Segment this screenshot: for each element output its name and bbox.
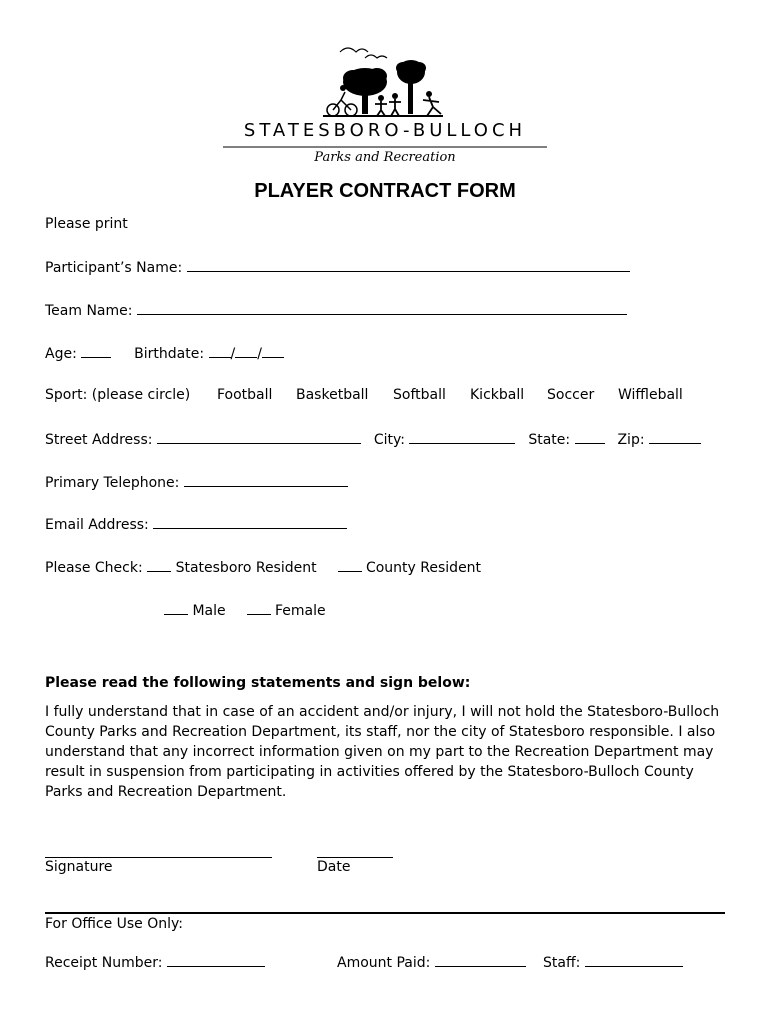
signature-field[interactable] xyxy=(45,848,272,858)
statement-body: I fully understand that in case of an accident and/or injury, I will not hold the Statesboro-Bulloch County Parks and Recreation Department, its staff, nor the city of Statesboro responsible. I also understand that any incorrect information given on my part to the Recreation Department may result in suspension from participating in activities offered by the Statesboro-Bulloch County Parks and Recreation Department. xyxy=(45,704,720,800)
statesboro-resident-label: Statesboro Resident xyxy=(175,560,317,576)
participant-name-row xyxy=(45,259,630,276)
organization-logo xyxy=(215,40,555,172)
sport-option-soccer[interactable]: Soccer xyxy=(547,387,595,403)
primary-telephone-field[interactable] xyxy=(184,474,348,487)
staff-label: Staff: xyxy=(543,955,581,971)
birthdate-separator: / xyxy=(257,346,262,362)
residency-row xyxy=(45,559,481,576)
birth-month-field[interactable] xyxy=(209,345,231,358)
city-label: City: xyxy=(373,432,405,448)
email-address-field[interactable] xyxy=(153,516,347,529)
organization-subtitle: Parks and Recreation xyxy=(314,150,456,165)
state-label: State: xyxy=(528,432,571,448)
female-label: Female xyxy=(274,603,326,619)
zip-label: Zip: xyxy=(617,432,645,448)
organization-name: STATESBORO-BULLOCH xyxy=(243,120,527,141)
zip-field[interactable] xyxy=(649,431,701,444)
sport-option-wiffleball[interactable]: Wiffleball xyxy=(618,387,683,403)
age-field[interactable] xyxy=(81,345,111,358)
city-field[interactable] xyxy=(409,431,515,444)
gender-row xyxy=(164,602,326,619)
female-checkbox[interactable] xyxy=(247,602,271,615)
statement-heading: Please read the following statements and sign below: xyxy=(45,675,471,691)
address-row xyxy=(45,431,701,448)
date-label: Date xyxy=(317,859,351,875)
primary-telephone-label: Primary Telephone: xyxy=(45,475,180,491)
participant-name-field[interactable] xyxy=(187,259,630,272)
staff-row xyxy=(543,954,683,971)
office-use-heading: For Office Use Only: xyxy=(45,916,184,932)
logo-divider xyxy=(223,146,547,148)
age-birthdate-row xyxy=(45,345,284,362)
birthdate-label: Birthdate: xyxy=(134,346,205,362)
amount-row xyxy=(337,954,526,971)
date-field[interactable] xyxy=(317,848,393,858)
please-print-note: Please print xyxy=(45,216,128,232)
staff-field[interactable] xyxy=(585,954,683,967)
street-address-field[interactable] xyxy=(157,431,361,444)
receipt-row xyxy=(45,954,265,971)
sport-option-softball[interactable]: Softball xyxy=(393,387,446,403)
street-address-label: Street Address: xyxy=(45,432,153,448)
sport-option-football[interactable]: Football xyxy=(217,387,273,403)
office-divider xyxy=(45,912,725,914)
state-field[interactable] xyxy=(575,431,605,444)
statesboro-resident-checkbox[interactable] xyxy=(147,559,171,572)
amount-paid-label: Amount Paid: xyxy=(337,955,431,971)
male-label: Male xyxy=(192,603,226,619)
receipt-number-label: Receipt Number: xyxy=(45,955,163,971)
birthdate-separator: / xyxy=(230,346,236,362)
participant-name-label: Participant’s Name: xyxy=(45,260,183,276)
page-title: PLAYER CONTRACT FORM xyxy=(254,180,516,202)
male-checkbox[interactable] xyxy=(164,602,188,615)
sport-option-kickball[interactable]: Kickball xyxy=(470,387,525,403)
email-row xyxy=(45,516,347,533)
email-address-label: Email Address: xyxy=(45,517,149,533)
county-resident-checkbox[interactable] xyxy=(338,559,362,572)
receipt-number-field[interactable] xyxy=(167,954,265,967)
team-name-label: Team Name: xyxy=(45,303,133,319)
amount-paid-field[interactable] xyxy=(435,954,526,967)
birth-day-field[interactable] xyxy=(235,345,257,358)
county-resident-label: County Resident xyxy=(365,560,482,576)
birth-year-field[interactable] xyxy=(262,345,284,358)
age-label: Age: xyxy=(45,346,77,362)
trees-and-people-icon xyxy=(215,40,555,120)
signature-label: Signature xyxy=(45,859,113,875)
team-name-row xyxy=(45,302,627,319)
sport-label: Sport: (please circle) xyxy=(45,387,191,403)
please-check-label: Please Check: xyxy=(45,560,143,576)
team-name-field[interactable] xyxy=(137,302,627,315)
telephone-row xyxy=(45,474,348,491)
sport-option-basketball[interactable]: Basketball xyxy=(296,387,369,403)
